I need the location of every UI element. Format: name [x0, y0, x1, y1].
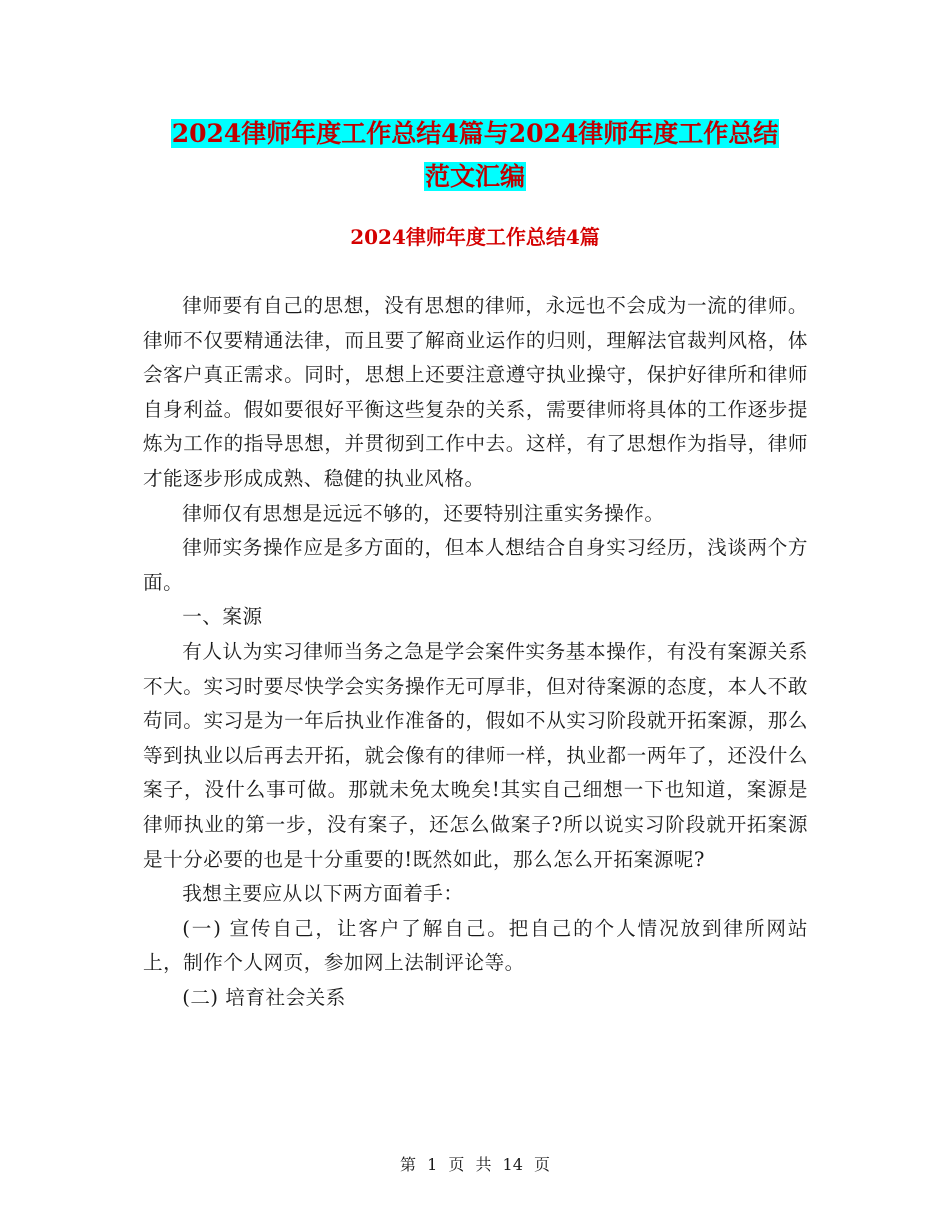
document-body [143, 289, 808, 1015]
paragraph: 律师要有自己的思想，没有思想的律师，永远也不会成为一流的律师。律师不仅要精通法律，而且要了解商业运作的归则，理解法官裁判风格，体会客户真正需求。同时，思想上还要注意遵守执业操守，保护好律所和律师自身利益。假如要很好平衡这些复杂的关系，需要律师将具体的工作逐步提炼为工作的指导思想，并贯彻到工作中去。这样，有了思想作为指导，律师才能逐步形成成熟、稳健的执业风格。 [143, 294, 808, 490]
section-title: 2024律师年度工作总结4篇 [350, 225, 600, 249]
paragraph: 律师仅有思想是远远不够的，还要特别注重实务操作。 [182, 501, 665, 525]
paragraph: 律师实务操作应是多方面的，但本人想结合自身实习经历，浅谈两个方面。 [143, 536, 808, 594]
paragraph: (一) 宣传自己，让客户了解自己。把自己的个人情况放到律所网站上，制作个人网页，参加网上法制评论等。 [143, 916, 808, 975]
document-title-line-1: 2024律师年度工作总结4篇与2024律师年度工作总结 [171, 119, 779, 148]
paragraph-heading: 一、案源 [182, 605, 263, 629]
document-title-line-2: 范文汇编 [424, 162, 525, 191]
paragraph: 有人认为实习律师当务之急是学会案件实务基本操作，有没有案源关系不大。实习时要尽快学会实务操作无可厚非，但对待案源的态度，本人不敢苟同。实习是为一年后执业作准备的，假如不从实习阶段就开拓案源，那么等到执业以后再去开拓，就会像有的律师一样，执业都一两年了，还没什么案子，没什么事可做。那就未免太晚矣!其实自己细想一下也知道，案源是律师执业的第一步，没有案子，还怎么做案子?所以说实习阶段就开拓案源是十分必要的也是十分重要的!既然如此，那么怎么开拓案源呢? [143, 639, 808, 871]
paragraph-subheading: (二) 培育社会关系 [182, 985, 346, 1009]
page-footer: 第 1 页 共 14 页 [400, 1155, 550, 1174]
document-title [0, 112, 950, 198]
paragraph: 我想主要应从以下两方面着手： [182, 882, 464, 906]
